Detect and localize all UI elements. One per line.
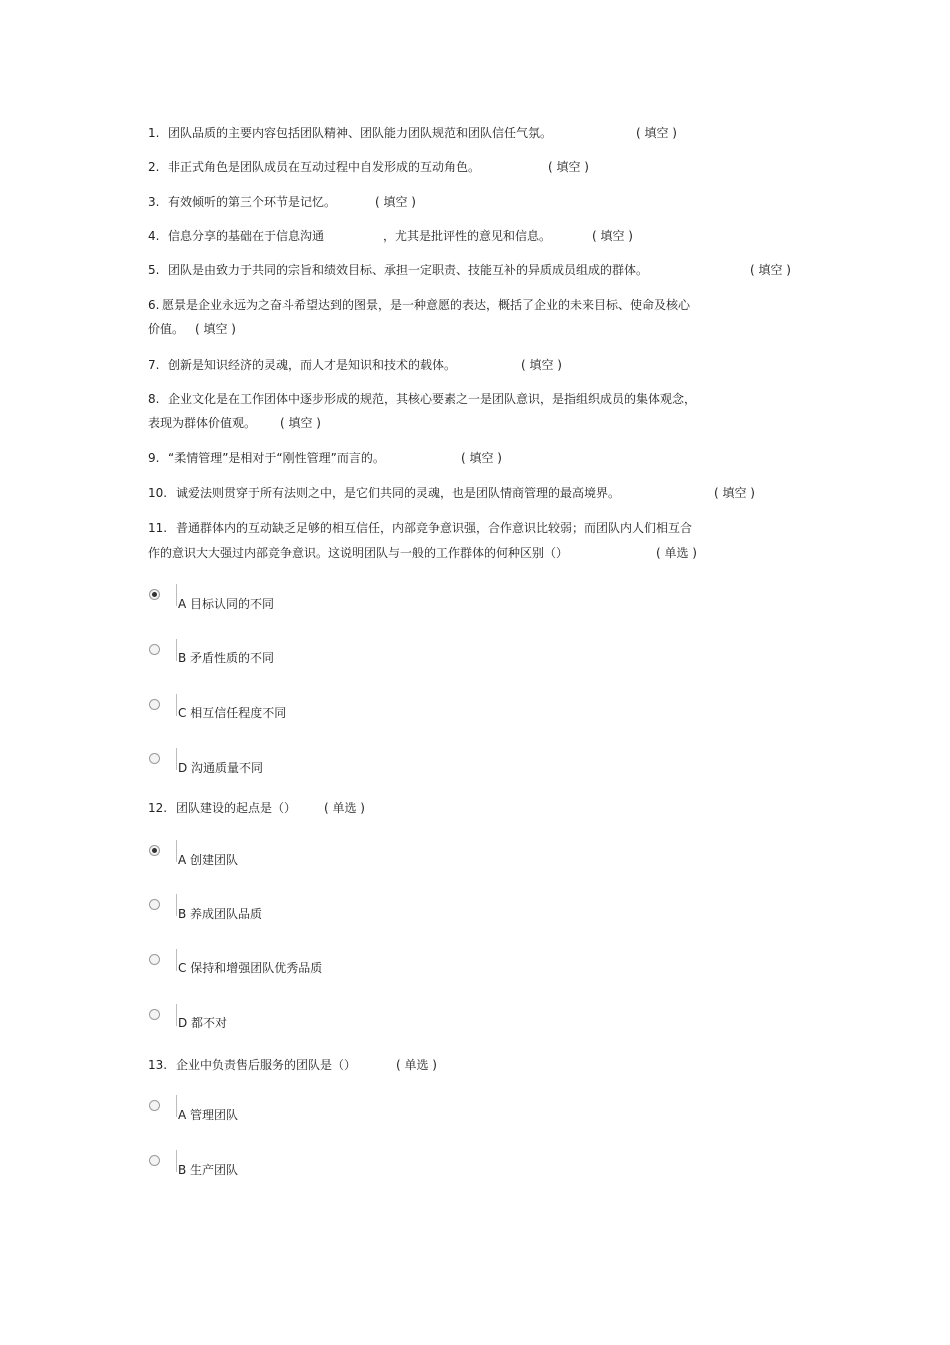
question-13-text: 企业中负责售后服务的团队是（） bbox=[176, 1058, 357, 1072]
option-divider bbox=[176, 639, 177, 661]
question-1-text: 团队品质的主要内容包括团队精神、团队能力团队规范和团队信任气氛。 bbox=[168, 126, 553, 140]
question-12-text: 团队建设的起点是（） bbox=[176, 801, 297, 815]
q12-option-c-radio[interactable] bbox=[149, 954, 160, 965]
q11-option-c-label: C 相互信任程度不同 bbox=[178, 706, 287, 720]
question-12-type-tag: ( 单选 ) bbox=[324, 801, 365, 815]
question-8-type-tag: ( 填空 ) bbox=[280, 416, 321, 430]
option-divider bbox=[176, 748, 177, 770]
q12-option-b-radio[interactable] bbox=[149, 899, 160, 910]
option-divider bbox=[176, 694, 177, 716]
option-divider bbox=[176, 1150, 177, 1172]
question-9-type-tag: ( 填空 ) bbox=[461, 451, 502, 465]
q13-option-b-radio[interactable] bbox=[149, 1155, 160, 1166]
question-5-number: 5. bbox=[148, 263, 160, 277]
question-8-text-line2: 表现为群体价值观。 bbox=[148, 416, 257, 430]
question-2-type-tag: ( 填空 ) bbox=[548, 160, 589, 174]
question-3-type-tag: ( 填空 ) bbox=[375, 195, 416, 209]
question-8-number: 8. bbox=[148, 392, 160, 406]
q12-option-d-radio[interactable] bbox=[149, 1009, 160, 1020]
question-10-type-tag: ( 填空 ) bbox=[714, 486, 755, 500]
question-7-number: 7. bbox=[148, 358, 160, 372]
option-divider bbox=[176, 1004, 177, 1026]
q13-option-b-label: B 生产团队 bbox=[178, 1163, 239, 1177]
q13-option-a-radio[interactable] bbox=[149, 1100, 160, 1111]
question-3-number: 3. bbox=[148, 195, 160, 209]
question-11-text-line2: 作的意识大大强过内部竞争意识。这说明团队与一般的工作群体的何种区别（） bbox=[148, 546, 569, 560]
q11-option-a-label: A 目标认同的不同 bbox=[178, 597, 275, 611]
question-7-text: 创新是知识经济的灵魂，而人才是知识和技术的载体。 bbox=[168, 358, 457, 372]
question-11-number: 11. bbox=[148, 521, 168, 535]
q11-option-a-radio[interactable] bbox=[149, 589, 160, 600]
q11-option-b-label: B 矛盾性质的不同 bbox=[178, 651, 275, 665]
q12-option-b-label: B 养成团队品质 bbox=[178, 907, 263, 921]
question-10-text: 诚爱法则贯穿于所有法则之中，是它们共同的灵魂，也是团队情商管理的最高境界。 bbox=[176, 486, 621, 500]
question-4-text: 信息分享的基础在于信息沟通 bbox=[168, 229, 325, 243]
question-3-text: 有效倾听的第三个环节是记忆。 bbox=[168, 195, 337, 209]
option-divider bbox=[176, 949, 177, 971]
q12-option-a-label: A 创建团队 bbox=[178, 853, 239, 867]
question-10-number: 10. bbox=[148, 486, 168, 500]
question-9-text: “柔情管理”是相对于“刚性管理”而言的。 bbox=[168, 451, 385, 465]
question-8-text: 企业文化是在工作团体中逐步形成的规范，其核心要素之一是团队意识，是指组织成员的集体观念， bbox=[168, 392, 697, 406]
q12-option-a-radio[interactable] bbox=[149, 845, 160, 856]
question-2-number: 2. bbox=[148, 160, 160, 174]
question-6-type-tag: ( 填空 ) bbox=[195, 322, 236, 336]
q11-option-d-label: D 沟通质量不同 bbox=[178, 761, 264, 775]
question-9-number: 9. bbox=[148, 451, 160, 465]
question-13-type-tag: ( 单选 ) bbox=[396, 1058, 437, 1072]
question-4-type-tag: ( 填空 ) bbox=[592, 229, 633, 243]
question-6-text-line2: 价值。 bbox=[148, 322, 185, 336]
question-6-number: 6. bbox=[148, 298, 160, 312]
option-divider bbox=[176, 840, 177, 862]
question-6-text: 愿景是企业永远为之奋斗希望达到的图景，是一种意愿的表达，概括了企业的未来目标、使命及核心 bbox=[162, 298, 691, 312]
question-5-type-tag: ( 填空 ) bbox=[750, 263, 791, 277]
q12-option-d-label: D 都不对 bbox=[178, 1016, 228, 1030]
question-5-text: 团队是由致力于共同的宗旨和绩效目标、承担一定职责、技能互补的异质成员组成的群体。 bbox=[168, 263, 649, 277]
q12-option-c-label: C 保持和增强团队优秀品质 bbox=[178, 961, 323, 975]
question-4-number: 4. bbox=[148, 229, 160, 243]
question-13-number: 13. bbox=[148, 1058, 168, 1072]
option-divider bbox=[176, 1095, 177, 1117]
question-1-number: 1. bbox=[148, 126, 160, 140]
q11-option-b-radio[interactable] bbox=[149, 644, 160, 655]
question-4-text-cont: ，尤其是批评性的意见和信息。 bbox=[383, 229, 552, 243]
question-7-type-tag: ( 填空 ) bbox=[521, 358, 562, 372]
option-divider bbox=[176, 584, 177, 606]
question-1-type-tag: ( 填空 ) bbox=[636, 126, 677, 140]
question-11-type-tag: ( 单选 ) bbox=[656, 546, 697, 560]
question-12-number: 12. bbox=[148, 801, 168, 815]
option-divider bbox=[176, 894, 177, 916]
q13-option-a-label: A 管理团队 bbox=[178, 1108, 239, 1122]
question-2-text: 非正式角色是团队成员在互动过程中自发形成的互动角色。 bbox=[168, 160, 481, 174]
q11-option-c-radio[interactable] bbox=[149, 699, 160, 710]
q11-option-d-radio[interactable] bbox=[149, 753, 160, 764]
question-11-text: 普通群体内的互动缺乏足够的相互信任，内部竞争意识强，合作意识比较弱；而团队内人们相互合 bbox=[176, 521, 693, 535]
